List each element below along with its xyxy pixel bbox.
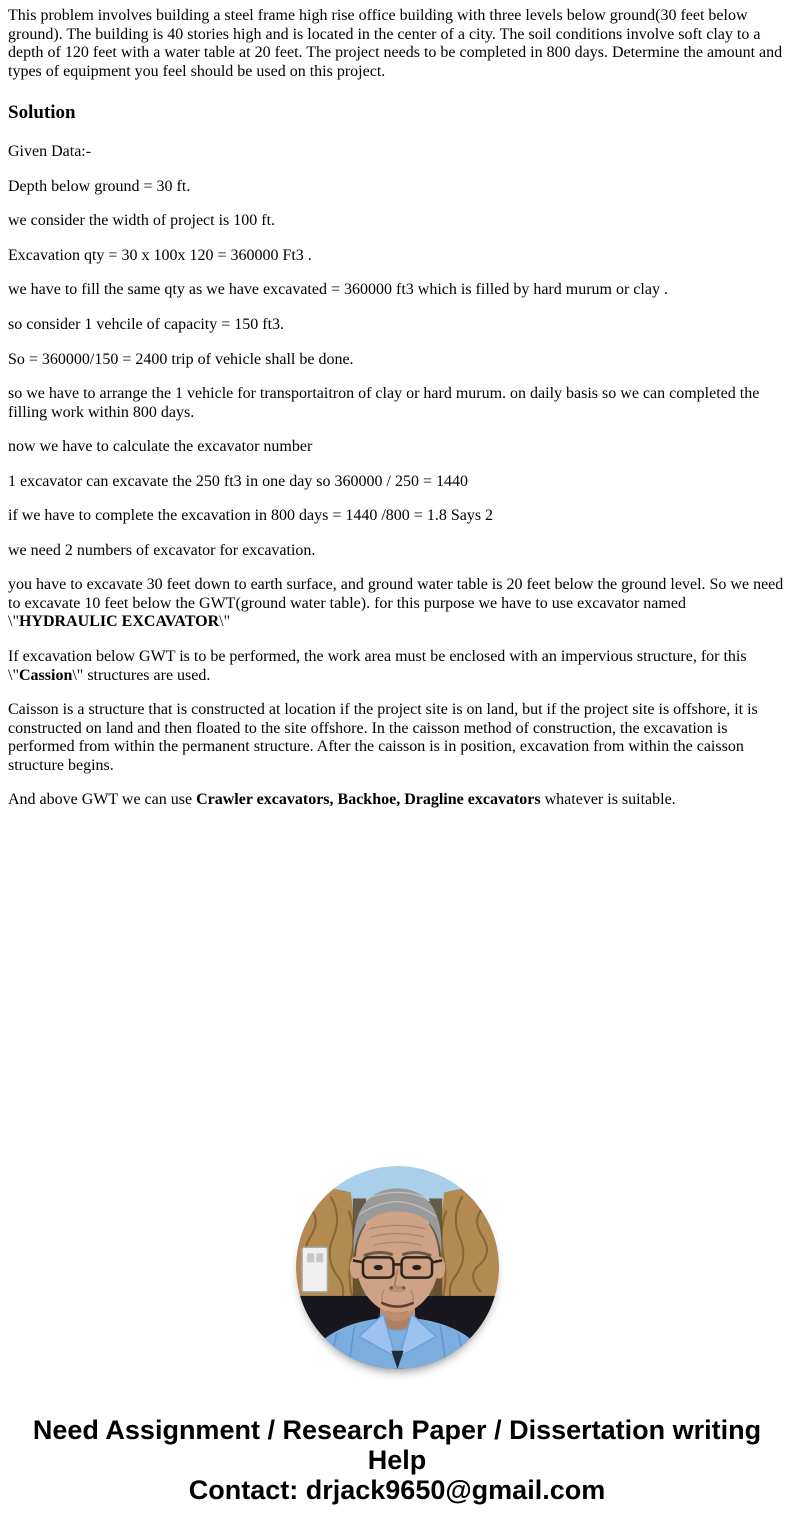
solution-paragraph-above-gwt: And above GWT we can use Crawler excavators, Backhoe, Dragline excavators whatever is suitable. — [8, 791, 676, 809]
solution-paragraph-hydraulic-excavator: you have to excavate 30 feet down to earth surface, and ground water table is 20 feet below the ground level. So we need to excavate 10 feet below the GWT(ground water table). for this purpose we have to use excavator named \"HYDRAULIC EXCAVATOR\" — [8, 576, 784, 631]
photo-eye-right — [412, 1265, 421, 1270]
presenter-photo-illustration — [296, 1166, 499, 1369]
solution-paragraph-trips: So = 360000/150 = 2400 trip of vehicle shall be done. — [8, 350, 354, 368]
photo-switch-detail — [307, 1253, 314, 1262]
photo-eye-left — [373, 1265, 382, 1270]
photo-switch-panel — [302, 1247, 327, 1292]
solution-heading: Solution — [8, 102, 76, 124]
document-body — [8, 7, 786, 810]
presenter-photo — [296, 1166, 499, 1369]
solution-paragraph-excavator-rate: 1 excavator can excavate the 250 ft3 in one day so 360000 / 250 = 1440 — [8, 472, 468, 490]
solution-paragraph-given-data: Given Data:- — [8, 143, 92, 161]
solution-paragraph-depth: Depth below ground = 30 ft. — [8, 177, 191, 195]
solution-paragraph-caisson-explanation: Caisson is a structure that is constructed at location if the project site is on land, but if the project site is offshore, it is constructed on land and then floated to the site offshore. In the caisson method of construction, the excavation is performed from within the permanent structure. After the caisson is in position, excavation from within the caisson structure begins. — [8, 701, 758, 774]
solution-paragraph-excavator-number: now we have to calculate the excavator number — [8, 438, 313, 456]
promo-heading: Need Assignment / Research Paper / Dissertation writing Help — [32, 1414, 762, 1475]
problem-statement: This problem involves building a steel frame high rise office building with three levels below ground(30 feet below ground). The building is 40 stories high and is located in the center of a city. The soil conditions involve soft clay to a depth of 120 feet with a water table at 20 feet. The project needs to be completed in 800 days. Determine the amount and types of equipment you feel should be used on this project. — [8, 7, 783, 80]
promo-footer — [31, 1415, 763, 1505]
solution-paragraph-excavation-qty: Excavation qty = 30 x 100x 120 = 360000 Ft3 . — [8, 246, 312, 264]
whitespace-spacer — [8, 826, 786, 1166]
solution-paragraph-two-excavators: we need 2 numbers of excavator for excavation. — [8, 541, 316, 559]
photo-nostril — [389, 1286, 392, 1289]
solution-paragraph-vehicle-capacity: so consider 1 vehcile of capacity = 150 ft3. — [8, 315, 285, 333]
photo-nostril — [401, 1286, 404, 1289]
solution-paragraph-excavation-days: if we have to complete the excavation in 800 days = 1440 /800 = 1.8 Says 2 — [8, 507, 494, 525]
promo-contact: Contact: drjack9650@gmail.com — [188, 1474, 606, 1505]
photo-switch-detail — [316, 1253, 323, 1262]
photo-face — [355, 1205, 438, 1313]
solution-paragraph-transport: so we have to arrange the 1 vehicle for transportaitron of clay or hard murum. on daily basis so we can completed the filling work within 800 days. — [8, 385, 760, 421]
solution-paragraph-cassion: If excavation below GWT is to be performed, the work area must be enclosed with an impervious structure, for this \"Cassion\" structures are used. — [8, 647, 747, 684]
solution-paragraph-width: we consider the width of project is 100 ft. — [8, 212, 276, 230]
solution-paragraph-fill-qty: we have to fill the same qty as we have excavated = 360000 ft3 which is filled by hard murum or clay . — [8, 281, 668, 299]
